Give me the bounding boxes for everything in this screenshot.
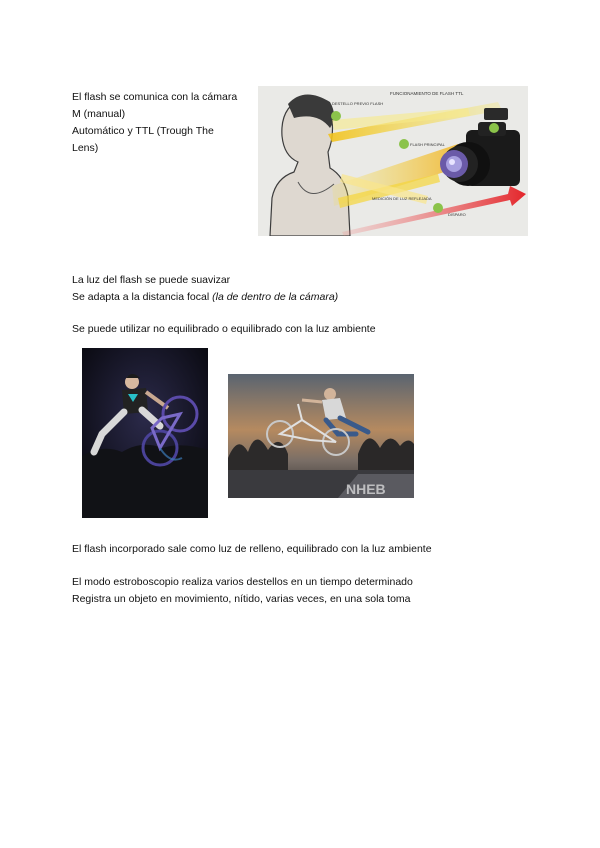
text-focal-distance (72, 289, 338, 306)
text-auto-ttl: Automático y TTL (Trough The (72, 125, 214, 137)
text-flash-communicates: El flash se comunica con la cámara (72, 91, 238, 103)
bmx-night-photo (82, 348, 208, 518)
text-strobe-motion: Registra un objeto en movimiento, nítido, varias veces, en una sola toma (72, 593, 411, 605)
text-built-in-fill-flash: El flash incorporado sale como luz de relleno, equilibrado con la luz ambiente (72, 543, 432, 555)
text-focal-distance-note: (la de dentro de la cámara) (212, 291, 339, 303)
diagram-title-label: FUNCIONAMIENTO DE FLASH TTL (390, 91, 464, 96)
text-focal-distance-main: Se adapta a la distancia focal (72, 291, 213, 303)
svg-text:NHEB: NHEB (346, 481, 386, 497)
text-manual-mode: M (manual) (72, 108, 126, 120)
diagram-preflash-label: DESTELLO PREVIO FLASH (332, 101, 384, 106)
diagram-mainflash-label: FLASH PRINCIPAL (410, 142, 445, 147)
diagram-disparo-label: DISPARO (448, 212, 466, 217)
text-soften-flash: La luz del flash se puede suavizar (72, 274, 231, 286)
text-balanced-ambient: Se puede utilizar no equilibrado o equilibrado con la luz ambiente (72, 323, 376, 335)
diagram-reflected-label: MEDICIÓN DE LUZ REFLEJADA (372, 196, 432, 201)
ttl-flash-diagram-image (258, 86, 528, 236)
bmx-dusk-photo (228, 374, 414, 498)
text-lens: Lens) (72, 142, 99, 154)
text-strobe-mode: El modo estroboscopio realiza varios destellos en un tiempo determinado (72, 576, 413, 588)
